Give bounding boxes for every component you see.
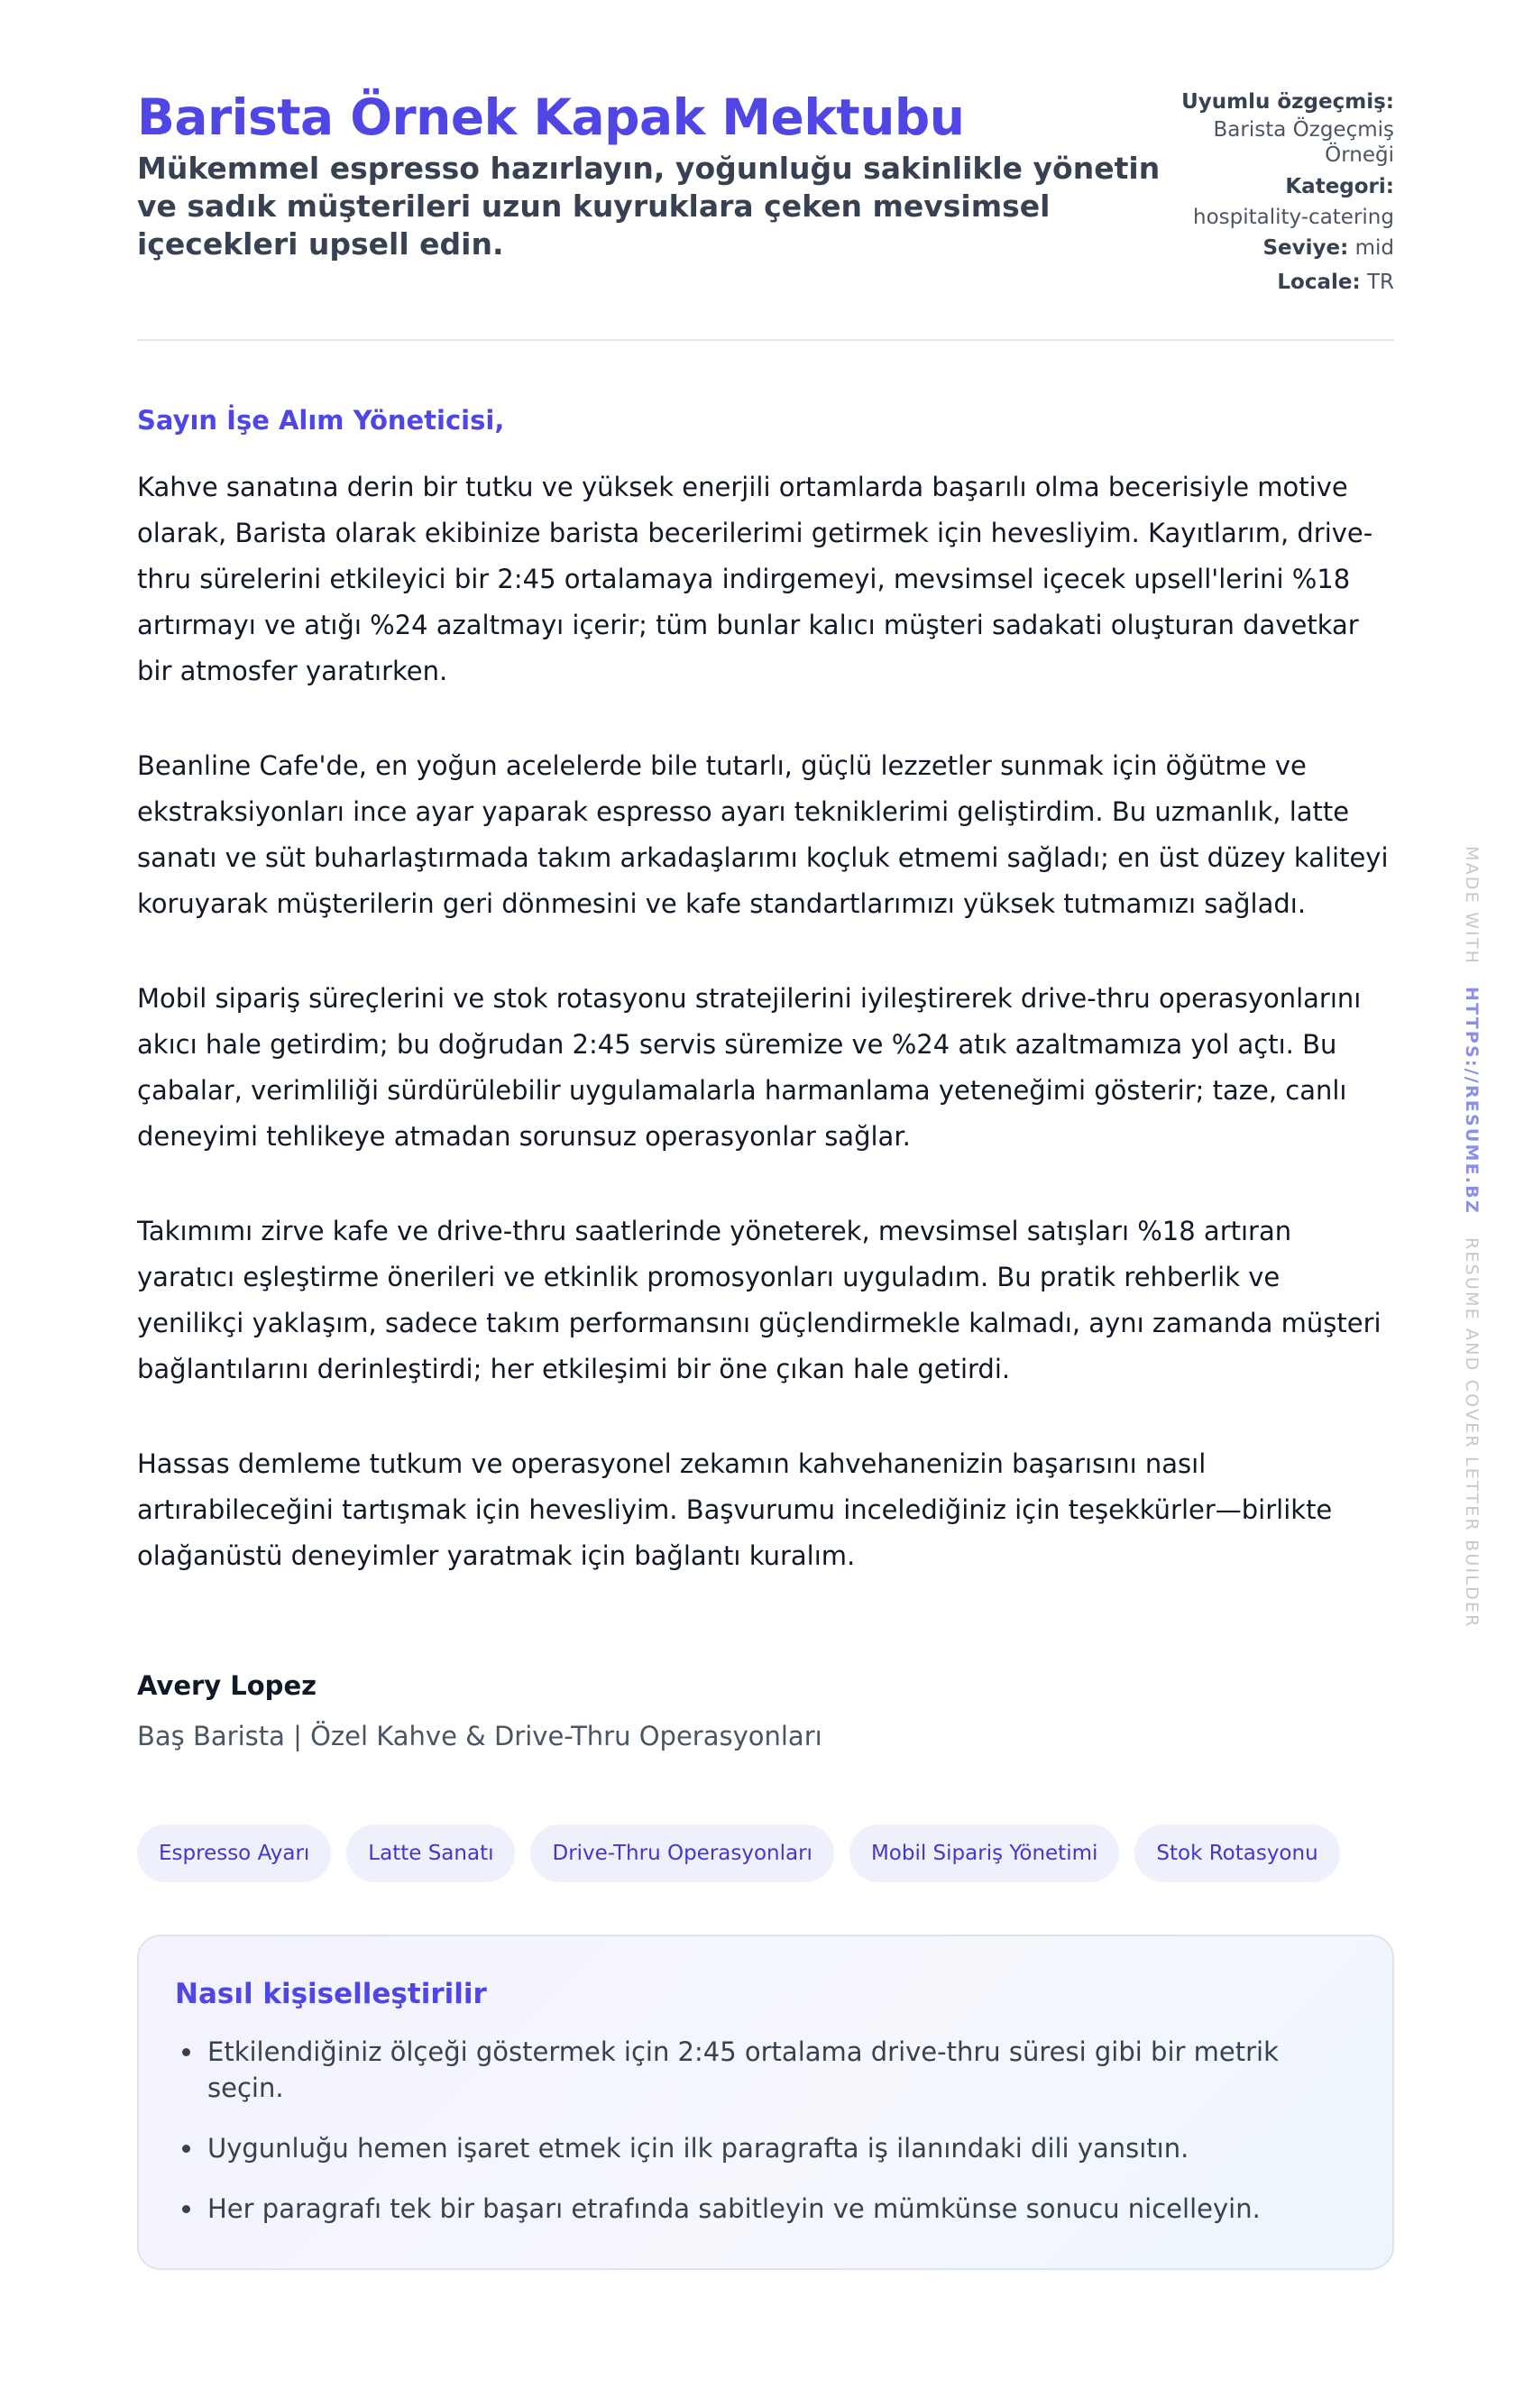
- tips-title: Nasıl kişiselleştirilir: [175, 1978, 487, 2010]
- meta-panel: [1160, 87, 1394, 298]
- signature-role: Baş Barista | Özel Kahve & Drive-Thru Operasyonları: [137, 1721, 822, 1751]
- tip-text: Her paragrafı tek bir başarı etrafında sabitleyin ve mümkünse sonucu nicelleyin.: [207, 2193, 1261, 2224]
- meta-resume-label: Uyumlu özgeçmiş:: [1181, 90, 1394, 114]
- meta-level-value: mid: [1354, 236, 1394, 260]
- watermark-prefix: MADE WITH: [1462, 846, 1482, 966]
- signature-name: Avery Lopez: [137, 1670, 317, 1701]
- personalize-tips-box: [137, 1935, 1394, 2270]
- meta-category-label: Kategori:: [1285, 175, 1394, 198]
- meta-resume-value[interactable]: Barista Özgeçmiş Örneği: [1213, 118, 1394, 167]
- letter-paragraph-4: Takımımı zirve kafe ve drive-thru saatlerinde yöneterek, mevsimsel satışları %18 artıran yaratıcı eşleştirme önerileri ve etkinlik promosyonları uyguladım. Bu pratik rehberlik ve yenilikçi yaklaşım, sadece takım performansını güçlendirmekle kalmadı, aynı zamanda müşteri bağlantılarını derinleştirdi; her etkileşimi bir öne çıkan hale getirdi.: [137, 1216, 1382, 1384]
- tip-item: [175, 2034, 1356, 2106]
- skill-tag[interactable]: Drive-Thru Operasyonları: [530, 1824, 833, 1882]
- meta-level: [1160, 233, 1394, 263]
- tip-text: Etkilendiğiniz ölçeği göstermek için 2:45 ortalama drive-thru süresi gibi bir metrik seçin.: [207, 2036, 1279, 2103]
- skill-tag[interactable]: Latte Sanatı: [346, 1824, 515, 1882]
- meta-level-label: Seviye:: [1262, 236, 1349, 260]
- meta-locale-value: TR: [1366, 271, 1394, 294]
- letter-paragraph-1: Kahve sanatına derin bir tutku ve yüksek enerjili ortamlarda başarılı olma becerisiyle motive olarak, Barista olarak ekibinize barista becerilerimi getirmek için hevesliyim. Kayıtlarım, drive-thru sürelerini etkileyici bir 2:45 ortalamaya indirgemeyi, mevsimsel içecek upsell'lerini %18 artırmayı ve atığı %24 azaltmayı içerir; tüm bunlar kalıcı müşteri sadakati oluşturan davetkar bir atmosfer yaratırken.: [137, 472, 1373, 686]
- bullet-icon: [182, 2048, 190, 2056]
- letter-paragraph-3: Mobil sipariş süreçlerini ve stok rotasyonu stratejilerini iyileştirerek drive-thru operasyonlarını akıcı hale getirdim; bu doğrudan 2:45 servis süremize ve %24 atık azaltmamıza yol açtı. Bu çabalar, verimliliği sürdürülebilir uygulamalarla harmanlama yeteneğimi gösterir; taze, canlı deneyimi tehlikeye atmadan sorunsuz operasyonlar sağlar.: [137, 983, 1362, 1152]
- made-with-watermark: [1454, 846, 1490, 1629]
- cover-letter-page: [137, 87, 1394, 2270]
- page-subtitle: Mükemmel espresso hazırlayın, yoğunluğu sakinlikle yönetin ve sadık müşterileri uzun kuyruklara çeken mevsimsel içecekleri upsell edin.: [137, 151, 1161, 262]
- skill-tags: [137, 1824, 1394, 1882]
- letter-paragraph-5: Hassas demleme tutkum ve operasyonel zekamın kahvehanenizin başarısını nasıl artırabileceğini tartışmak için hevesliyim. Başvurumu incelediğiniz için teşekkürler—birlikte olağanüstü deneyimler yaratmak için bağlantı kuralım.: [137, 1448, 1333, 1571]
- watermark-suffix: RESUME AND COVER LETTER BUILDER: [1462, 1236, 1482, 1629]
- letter-paragraph-2: Beanline Cafe'de, en yoğun acelelerde bile tutarlı, güçlü lezzetler sunmak için öğütme ve ekstraksiyonları ince ayar yaparak espresso ayarı tekniklerimi geliştirdim. Bu uzmanlık, latte sanatı ve süt buharlaştırmada takım arkadaşlarımı koçluk etmemi sağladı; en üst düzey kaliteyi koruyarak müşterilerin geri dönmesini ve kafe standartlarımızı yüksek tutmamızı sağladı.: [137, 750, 1389, 919]
- greeting: Sayın İşe Alım Yöneticisi,: [137, 405, 505, 436]
- page-title: Barista Örnek Kapak Mektubu: [137, 88, 965, 146]
- watermark-link[interactable]: HTTPS://RESUME.BZ: [1462, 987, 1482, 1216]
- tip-text: Uygunluğu hemen işaret etmek için ilk paragrafta iş ilanındaki dili yansıtın.: [207, 2133, 1189, 2164]
- skill-tag[interactable]: Stok Rotasyonu: [1134, 1824, 1339, 1882]
- meta-resume: [1160, 87, 1394, 117]
- skill-tag[interactable]: Espresso Ayarı: [137, 1824, 331, 1882]
- meta-category: [1160, 171, 1394, 202]
- tip-item: [175, 2130, 1356, 2166]
- skill-tag[interactable]: Mobil Sipariş Yönetimi: [849, 1824, 1119, 1882]
- bullet-icon: [182, 2145, 190, 2153]
- tip-item: [175, 2191, 1356, 2227]
- meta-locale: [1160, 267, 1394, 298]
- tips-list: [175, 2034, 1356, 2227]
- meta-locale-label: Locale:: [1277, 271, 1361, 294]
- letter-body: [137, 402, 1394, 1754]
- meta-category-value: hospitality-catering: [1193, 206, 1394, 229]
- bullet-icon: [182, 2205, 190, 2213]
- header: [137, 87, 1394, 341]
